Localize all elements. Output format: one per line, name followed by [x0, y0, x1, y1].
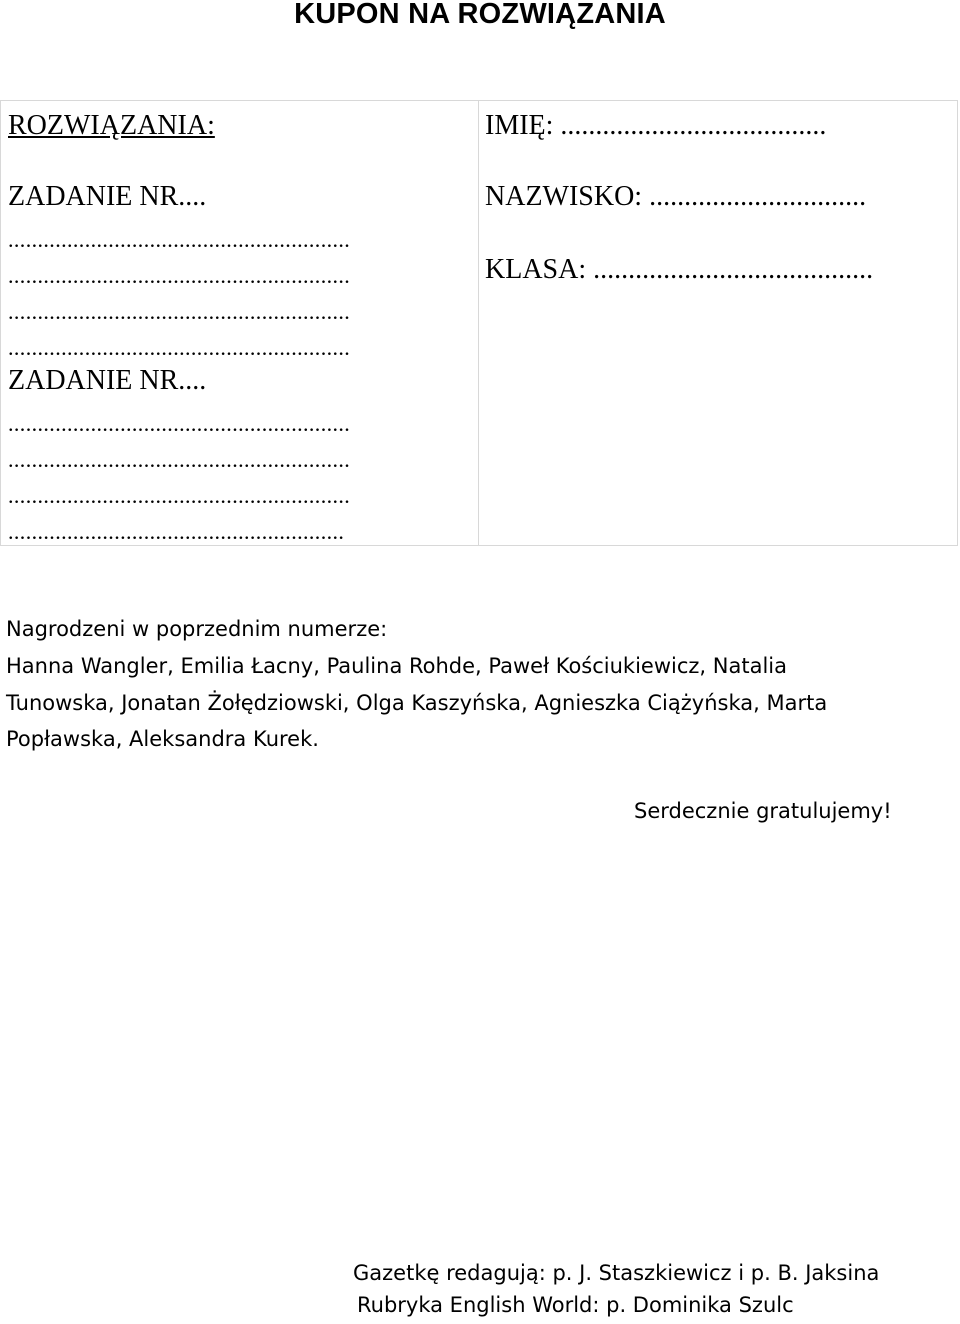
solutions-heading: ROZWIĄZANIA: — [8, 110, 215, 141]
task2-answer-line[interactable]: ......................................................... — [8, 519, 345, 544]
task1-answer-line[interactable]: .......................................................... — [8, 227, 351, 252]
congratulations-text: Serdecznie gratulujemy! — [634, 799, 892, 823]
task2-answer-line[interactable]: .......................................................... — [8, 483, 351, 508]
page-title: KUPON NA ROZWIĄZANIA — [294, 0, 666, 30]
awards-line: Tunowska, Jonatan Żołędziowski, Olga Kaszyńska, Agnieszka Ciążyńska, Marta — [6, 691, 828, 715]
editors-credit: Gazetkę redagują: p. J. Staszkiewicz i p. B. Jaksina — [353, 1261, 880, 1285]
task2-answer-line[interactable]: .......................................................... — [8, 411, 351, 436]
coupon-divider — [478, 100, 479, 546]
task1-answer-line[interactable]: .......................................................... — [8, 335, 351, 360]
awards-line: Hanna Wangler, Emilia Łacny, Paulina Rohde, Paweł Kościukiewicz, Natalia — [6, 654, 787, 678]
task2-answer-line[interactable]: .......................................................... — [8, 447, 351, 472]
task2-label: ZADANIE NR.... — [8, 365, 207, 396]
task1-answer-line[interactable]: .......................................................... — [8, 263, 351, 288]
awards-line: Popławska, Aleksandra Kurek. — [6, 727, 319, 751]
task1-label: ZADANIE NR.... — [8, 181, 207, 212]
first-name-field[interactable]: IMIĘ: ...................................... — [485, 110, 827, 141]
surname-field[interactable]: NAZWISKO: ............................... — [485, 181, 867, 212]
class-field[interactable]: KLASA: ........................................ — [485, 254, 874, 285]
task1-answer-line[interactable]: .......................................................... — [8, 299, 351, 324]
awards-heading: Nagrodzeni w poprzednim numerze: — [6, 617, 388, 641]
column-credit: Rubryka English World: p. Dominika Szulc — [357, 1293, 794, 1317]
